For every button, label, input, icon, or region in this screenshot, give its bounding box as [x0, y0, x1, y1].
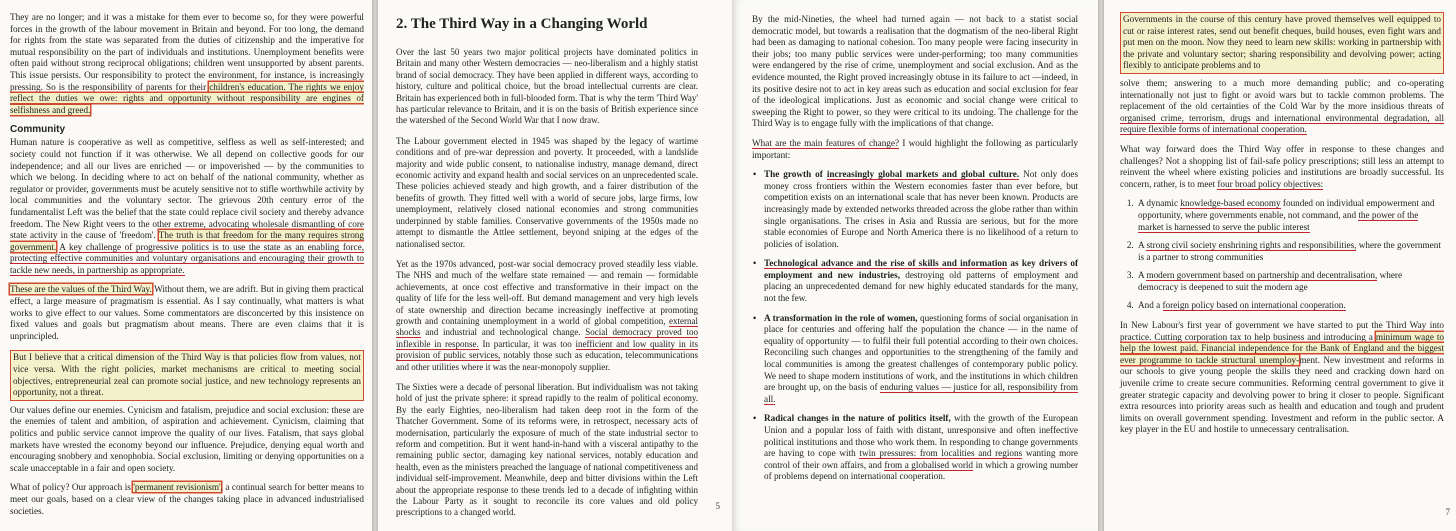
list-item: [764, 258, 1078, 304]
paragraph: [1120, 144, 1444, 190]
underlined-text: Technological advance and the rise of skills and information: [764, 258, 1008, 269]
paragraph: [1120, 320, 1444, 436]
page-number: 7: [1445, 507, 1450, 517]
underlined-text: organised crime, terrorism, drugs and international environmental degradation, all require flexible forms of international cooperation.: [1120, 112, 1444, 135]
list-item: [1136, 240, 1444, 263]
underlined-text: four broad policy objectives:: [1217, 178, 1324, 189]
highlight-box: [10, 350, 364, 400]
paragraph: Our values define our enemies. Cynicism and fatalism, prejudice and social exclusion: these are the enemies of talent and ambition, of aspiration and achievement. Cynicism, claiming that politics and public service cannot improve the quality of our lives. Fatalism, that says global markets have wrested the economy beyond our influence. Prejudice, denying equal worth and encouraging snobbery and xenophobia. Social exclusion, limiting or denying opportunities on a scale unacceptable in a fair and open society.: [10, 404, 364, 473]
text: in which a growing number of problems depend on international cooperation.: [764, 459, 1079, 482]
underlined-text: enduring values — justice for all, responsibility from all.: [764, 382, 1078, 404]
page-5: [378, 0, 732, 531]
text: where democracy is deepened to suit the modern age: [1138, 270, 1403, 292]
paragraph: Governments in the course of this century have proved themselves well equipped to cut or raise interest rates, send out benefit cheques, build houses, even fight wars and put men on the moon. Now they need to learn new skills: working in partnership with the private and voluntary sector; sharing responsibility and devolving power; acting flexibly to anticipate problems and to: [1123, 14, 1441, 71]
bullet-list: [752, 169, 1078, 483]
highlighted-text: These are the values of the Third Way.: [10, 284, 152, 295]
paragraph: [1120, 78, 1444, 136]
text: questioning forms of social organisation in place for centuries and offering half the population the chance — in the name of equality of opportunity — to fulfil their full potential according to their own choices. Reconciling such changes and opportunities to the strengthening of the family and local communities is among the greatest challenges of contemporary public policy. We need to shape modern institutions of work, and the institutions in which children are brought up, on the basis of: [764, 312, 1079, 393]
underlined-text: modern government based on partnership and decentralisation,: [1146, 270, 1378, 281]
underlined-text: foreign policy based on international cooperation.: [1162, 300, 1346, 311]
objectives-list: [1120, 198, 1444, 312]
text: What way forward does the Third Way offer in response to these changes and challenges? Not a shopping list of fail-safe policy prescriptions; still less an attempt to reinvent the wheel where existing policies and institutions are broadly successful. Its concern, rather, is to meet: [1120, 143, 1444, 189]
underlined-text: strong civil society enshrining rights and responsibilities,: [1146, 240, 1357, 251]
highlighted-text: children's education. The rights we enjoy reflect the duties we owe: rights and opportunity without responsibility are engines of selfishness and greed.: [10, 81, 364, 115]
list-item: [1136, 300, 1444, 312]
section-heading-community: Community: [10, 124, 65, 136]
text: They are no longer; and it was a mistake for them ever to become so, for they were powerful forces in the growth of the labour movement in Britain and beyond. For too long, the demand for rights from the state was separated from the duties of citizenship and the imperative for mutual responsibility on the part of individuals and institutions. Unemployment benefits were often paid without strong reciprocal obligations; children went unsupported by absent parents. This issue persists. Our responsibility to protect the environment, for instance, is increasingly pressing. So is the responsibility of parents for their: [10, 12, 364, 92]
underlined-text: twin pressures: from localities and regions: [859, 448, 1023, 459]
text: Not only does money cross frontiers within the Western economies faster than ever before, but competition exists on an international scale that has never been known. Products are increasingly made by extended networks threaded across the globe rather than within single organisations. The crises in Asia and Russia are serious, but for the more stable economies of Europe and North America there is no likelihood of a return to policies of isolation.: [764, 169, 1079, 249]
paragraph: The Labour government elected in 1945 was shaped by the legacy of wartime conditions and of pre-war depression and poverty. It proceeded, with a landslide majority and wide public consent, to nationalise industry, manage demand, direct economic activity and expand health and social services on an unprecedented scale. These policies achieved steady and high growth, and a fairer distribution of the benefits of growth. They fitted well with a world of secure jobs, large firms, low unemployment, relatively closed national economies and strong communities underpinned by stable families. Conservative governments of the 1950s made no attempt to dismantle the Attlee settlement, beyond sniping at the edges of the nationalised sector.: [396, 135, 698, 249]
paragraph: [396, 259, 698, 373]
text: , a continual search for better means to meet our goals, based on a clear view of the changes taking place in advanced industrialised societies.: [10, 482, 364, 516]
paragraph: [10, 12, 364, 116]
text: A: [1138, 240, 1145, 251]
underlined-text: the power of the market is harnessed to serve the public interest: [1138, 209, 1419, 232]
paragraph: [752, 138, 1078, 161]
paragraph: By the mid-Nineties, the wheel had turned again — not back to a statist social democratic model, but towards a realisation that the dogmatism of the neo-liberal Right had been as damaging to national cohesion. Too many people were facing insecurity in their jobs; too many public services were under-performing; too many communities were endangered by the rise of crime, unemployment and social exclusion. And as the evidence mounted, the Right proved increasingly obtuse in its failure to act —indeed, in its positive desire not to act in key areas such as education and social exclusion for fear of the ideological implications. Just as economic and social change were critical to sweeping the Right to power, so they were critical to its undoing. The challenge for the Third Way is to engage fully with the implications of that change.: [752, 14, 1078, 129]
bold-text: The growth of: [764, 169, 823, 180]
text: I would highlight the following as particularly important:: [752, 137, 1079, 160]
underlined-text: Social democracy proved too inflexible in response.: [396, 327, 699, 349]
underlined-text: external shocks: [396, 315, 698, 338]
text: And a: [1138, 300, 1161, 311]
page-left-1: [0, 0, 372, 531]
underlined-text: What are the main features of change?: [752, 137, 900, 148]
text: destroying old patterns of employment and placing an unprecedented demand for new highly educated standards for the many, not the few.: [764, 269, 1079, 304]
bold-text: A transformation in the role of women,: [764, 312, 918, 323]
text: A dynamic: [1138, 198, 1179, 209]
page-number: 5: [715, 501, 720, 511]
text: founded on individual empowerment and opportunity, where governments enable, not command, and: [1138, 198, 1435, 220]
text: In New Labour's first year of government we have started to put the Third Way into practice. Cutting corporation tax to help business and introducing a: [1120, 320, 1444, 342]
page-6: [732, 0, 1098, 531]
text: notably those such as education, telecommunications and other utilities where it was the near-monopoly supplier.: [396, 350, 699, 372]
paragraph: Over the last 50 years two major political projects have dominated politics in Britain and many other Western democracies — neo-liberalism and a highly statist brand of social democracy. They have been applied in different ways, according to history, culture and political choice, but the broad intellectual currents are clear. Britain has experienced both in full-blooded form. That is why the term 'Third Way' has particular relevance to Britain, and it is on the basis of British experience since the watershed of the Second World War that I now draw.: [396, 47, 698, 126]
text: wanting more control of their own affairs, and: [764, 448, 1078, 470]
paragraph: [10, 137, 364, 276]
highlight-box: [1120, 12, 1444, 74]
paragraph: But I believe that a critical dimension of the Third Way is that policies flow from values, not vice versa. With the right policies, market mechanisms are critical to meeting social objectives, entrepreneurial zeal can promote social justice, and new technology represents an opportunity, not a threat.: [13, 352, 361, 398]
bold-text: as key drivers of employment and new industries,: [764, 258, 1079, 280]
text: What of policy? Our approach is: [10, 482, 131, 493]
text: with the growth of the European Union and a popular loss of faith with distant, unresponsive and often ineffective political institutions and those who work them. In responding to change governments are having to cope with: [764, 413, 1079, 459]
list-item: [1136, 198, 1444, 233]
list-item: [764, 313, 1078, 406]
text: In particular, it was too: [482, 338, 572, 349]
highlighted-text: 'permanent revisionism': [133, 482, 221, 493]
paragraph: [10, 482, 364, 517]
text: Without them, we are adrift. But in giving them practical effect, a large measure of pragmatism is essential. As I say continually, what matters is what works to give effect to our values. Some commentators are disconcerted by this insistence on fixed values and goals but pragmatism about means. There are even claims that it is unprincipled.: [10, 284, 364, 341]
paragraph: [10, 284, 364, 342]
list-item: [764, 169, 1078, 250]
text: Human nature is cooperative as well as competitive, selfless as well as self-interested; and society could not function if it was otherwise. We all depend on collective goods for our independence; and all our lives are enriched — or impoverished — by the communities to which we belong. In deciding where to act on behalf of the national community, whether as regulator or provider, governments must be acutely sensitive not to stifle worthwhile activity by local communities and the voluntary sector. The grievous 20th century error of the fundamentalist Left was the belief that the state could replace civil society and thereby advance freedom. The New Right veers to the other extreme, advocating wholesale dismantling of core state activity in the cause of 'freedom'.: [10, 137, 364, 241]
chapter-title: 2. The Third Way in a Changing World: [396, 16, 648, 32]
list-item: [764, 413, 1078, 483]
list-item: [1136, 270, 1444, 293]
paragraph: The Sixties were a decade of personal liberation. But individualism was not taking hold of just the private sphere: it spread rapidly to the realm of political economy. By the early Eighties, neo-liberalism had taken deep root in the form of the Thatcher Government. Some of its reforms were, in retrospect, necessary acts of modernisation, particularly the exposure of much of the state industrial sector to reform and competition. But it went hand-in-hand with a visceral antipathy to the remaining public sector, damaging key national services, notably education and health, even as the ministers preached the language of national competitiveness and individual self-improvement. Meanwhile, deep and bitter divisions within the Left about the appropriate response to these trends led to a decade of infighting within the Labour Party as it sought to reconcile its core values and old policy prescriptions to a changed world.: [396, 381, 698, 518]
text: solve them; answering to a much more demanding public; and co-operating internationally not just to fight or avoid wars but to tackle common problems. The replacement of the old certainties of the Cold War by the more insidious threats of: [1120, 77, 1444, 112]
underlined-text: knowledge-based economy: [1180, 198, 1281, 209]
underlined-text: A key challenge of progressive politics is to use the state as an enabling force, protecting effective communities and voluntary organisations and encouraging their growth to tackle new needs, in partnership as appropriate.: [10, 241, 364, 275]
text: where the government is a partner to strong communities: [1138, 240, 1441, 262]
text: A: [1138, 270, 1145, 281]
highlighted-text: minimum wage to help the lowest paid. Financial independence for the Bank of England and the biggest ever programme to tackle structural unemploy-: [1120, 331, 1445, 365]
underlined-text: increasingly global markets and global culture.: [826, 169, 1020, 180]
underlined-text: from a globalised world: [884, 459, 974, 470]
text: and industrial and technological change.: [425, 327, 581, 338]
highlighted-text: The truth is that freedom for the many requires strong government.: [10, 230, 364, 252]
page-7: [1104, 0, 1456, 531]
text: Yet as the 1970s advanced, post-war social democracy proved steadily less viable. The NHS and much of the welfare state remained — and remain — formidable achievements, at once cost effective and transformative in their impact on the quality of life for the less well-off. But demand management and very high levels of state ownership and direction became increasingly ineffective at promoting growth and containing unemployment in a world of global competition,: [396, 258, 698, 326]
text: ment. New investment and reforms in our schools to give young people the skills they need and cracking down hard on juvenile crime to create secure communities. Reforming central government to give it greater strategic capacity and devolving power to bring it closer to people. Significant extra resources into priority areas such as health and education and tough and prudent limits on overall government spending. Investment and reform in the public sector. A key player in the EU and hostile to unnecessary centralisation.: [1120, 354, 1444, 435]
underlined-text: inefficient and low quality in its provision of public services,: [396, 338, 699, 361]
bold-text: Radical changes in the nature of politics itself,: [764, 413, 951, 424]
